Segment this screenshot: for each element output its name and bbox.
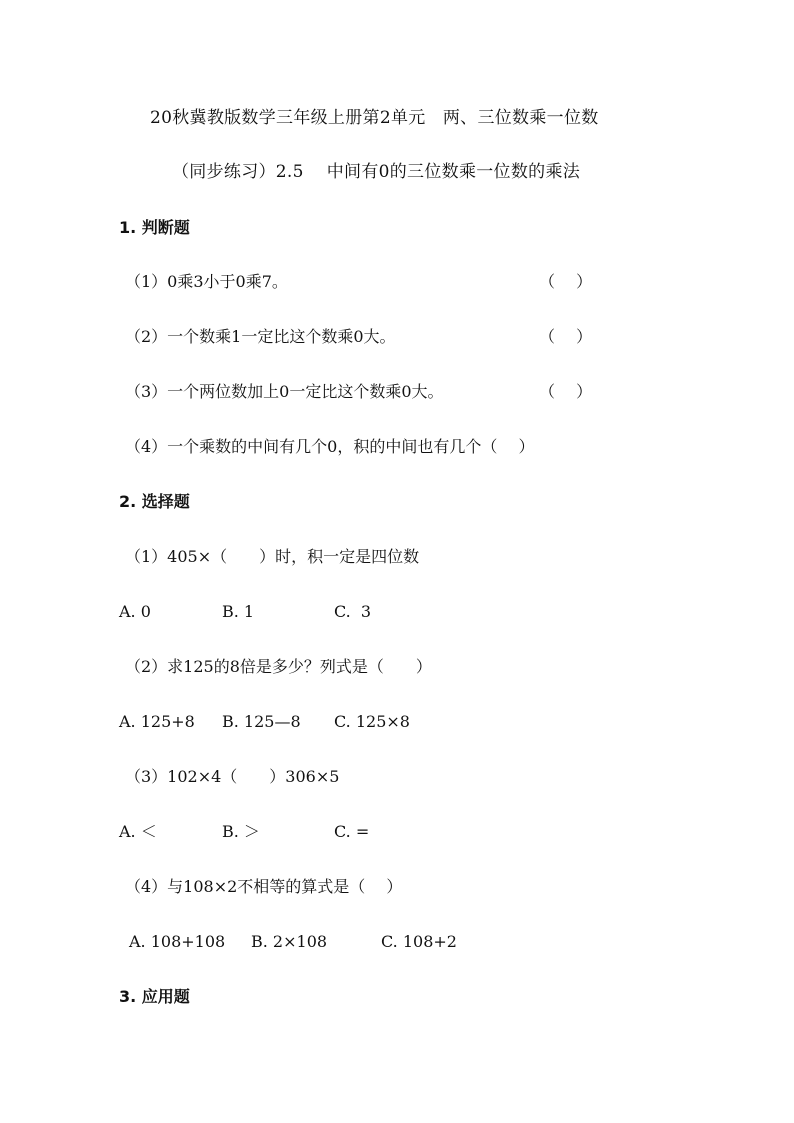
choice-4-option-a[interactable]: A. 108+108 [129,932,226,951]
choice-question-1: （1）405×（ ）时，积一定是四位数 [125,547,420,566]
choice-question-3: （3）102×4（ ）306×5 [125,767,340,786]
choice-4-option-c[interactable]: C. 108+2 [381,932,457,951]
choice-3-option-b[interactable]: B. ＞ [222,822,260,841]
choice-1-option-a[interactable]: A. 0 [119,602,151,621]
section-heading-judgement: 1. 判断题 [119,218,190,237]
choice-1-option-c[interactable]: C. 3 [334,602,372,621]
choice-4-option-b[interactable]: B. 2×108 [251,932,328,951]
judgement-bracket-2[interactable]: （ ） [539,327,593,346]
choice-3-option-c[interactable]: C. = [334,822,370,841]
judgement-bracket-1[interactable]: （ ） [539,272,593,291]
title-line-2: （同步练习）2.5 中间有0的三位数乘一位数的乘法 [172,162,581,182]
choice-question-4: （4）与108×2不相等的算式是（ ） [125,877,403,896]
judgement-item-3: （3）一个两位数加上0一定比这个数乘0大。 [125,382,444,401]
judgement-item-2: （2）一个数乘1一定比这个数乘0大。 [125,327,396,346]
choice-question-2: （2）求125的8倍是多少？列式是（ ） [125,657,432,676]
choice-2-option-a[interactable]: A. 125+8 [119,712,195,731]
choice-1-option-b[interactable]: B. 1 [222,602,255,621]
title-line-1: 20秋冀教版数学三年级上册第2单元 两、三位数乘一位数 [150,108,599,128]
section-heading-choice: 2. 选择题 [119,492,190,511]
choice-3-option-a[interactable]: A. ＜ [119,822,157,841]
choice-2-option-c[interactable]: C. 125×8 [334,712,410,731]
judgement-bracket-3[interactable]: （ ） [539,382,593,401]
judgement-item-1: （1）0乘3小于0乘7。 [125,272,288,291]
choice-2-option-b[interactable]: B. 125—8 [222,712,301,731]
judgement-item-4: （4）一个乘数的中间有几个0，积的中间也有几个（ ） [125,437,535,456]
section-heading-application: 3. 应用题 [119,987,190,1006]
